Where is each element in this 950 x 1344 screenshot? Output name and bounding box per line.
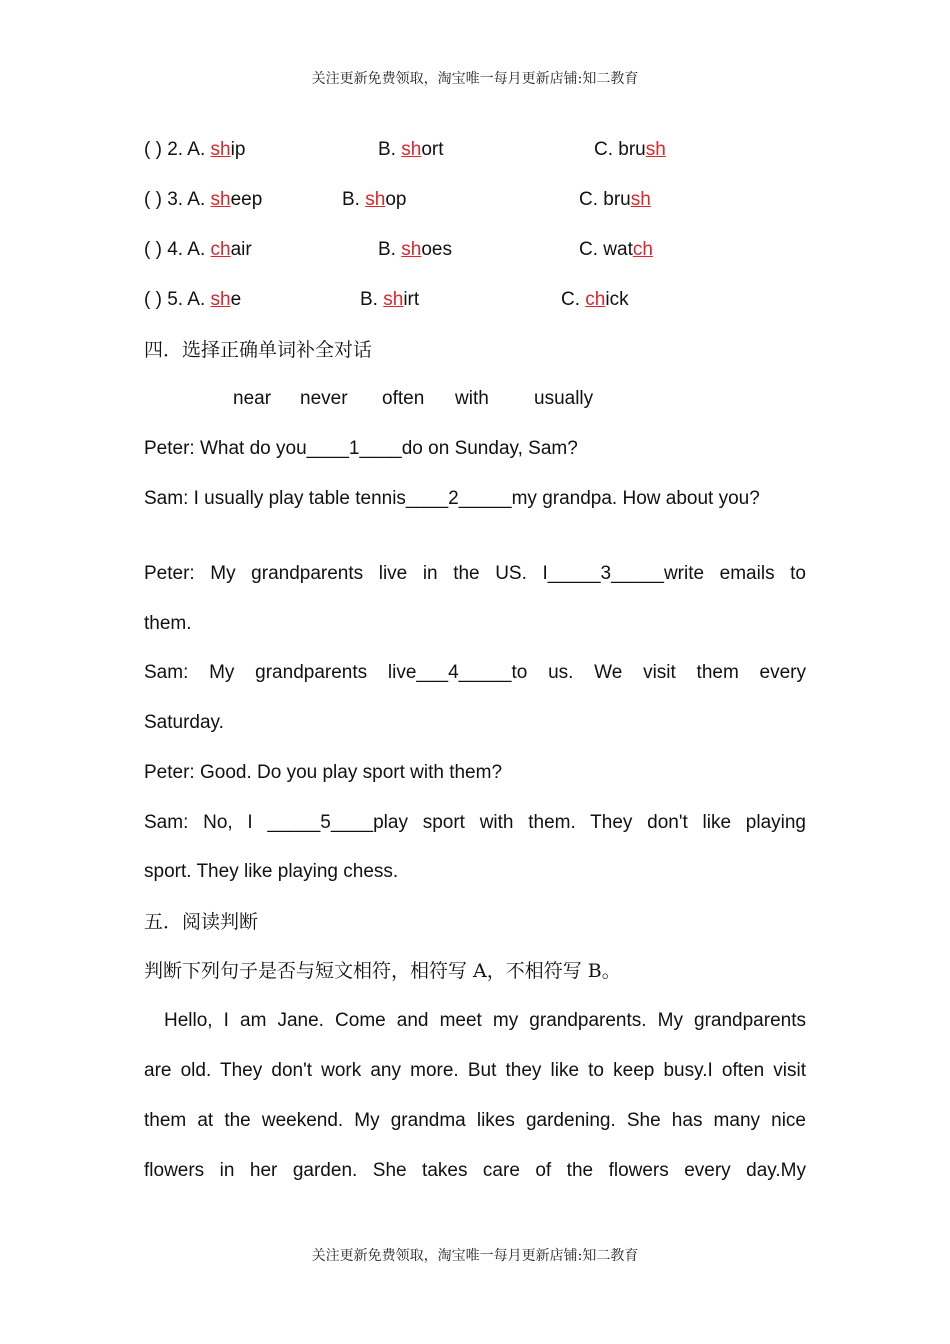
option-rest: ort xyxy=(421,139,444,160)
section-4-title: 四．选择正确单词补全对话 xyxy=(144,339,373,361)
highlight: sh xyxy=(210,189,231,210)
highlight: ch xyxy=(632,239,653,260)
option-rest: op xyxy=(385,189,407,210)
passage-line: are old. They don't work any more. But they like to keep busy.I often visit xyxy=(144,1060,806,1081)
option-b-label: B. xyxy=(360,289,384,310)
option-c-label: C. bru xyxy=(594,139,646,160)
option-c-label: C. xyxy=(561,289,586,310)
option-rest: oes xyxy=(421,239,452,260)
word-bank-item: often xyxy=(382,388,425,409)
option-rest: irt xyxy=(403,289,420,310)
highlight: sh xyxy=(630,189,651,210)
word-bank-item: usually xyxy=(534,388,594,409)
dialogue-line: them. xyxy=(144,613,192,634)
highlight: sh xyxy=(365,189,386,210)
word-bank-item: with xyxy=(455,388,489,409)
passage-line: them at the weekend. My grandma likes gardening. She has many nice xyxy=(144,1110,806,1131)
question-prefix: ( ) 2. A. xyxy=(144,139,211,160)
highlight: ch xyxy=(210,239,231,260)
option-rest: air xyxy=(230,239,252,260)
option-rest: eep xyxy=(230,189,263,210)
option-rest: e xyxy=(230,289,242,310)
question-prefix: ( ) 3. A. xyxy=(144,189,211,210)
highlight: sh xyxy=(210,289,231,310)
option-b-label: B. xyxy=(342,189,366,210)
question-prefix: ( ) 4. A. xyxy=(144,239,211,260)
dialogue-line: Peter: My grandparents live in the US. I_____3_____write emails to xyxy=(144,563,806,584)
option-b-label: B. xyxy=(378,139,402,160)
dialogue-line: sport. They like playing chess. xyxy=(144,861,399,882)
passage-line: Hello, I am Jane. Come and meet my grandparents. My grandparents xyxy=(164,1010,806,1031)
dialogue-line: Saturday. xyxy=(144,712,224,733)
page-header: 关注更新免费领取，淘宝唯一每月更新店铺:知二教育 xyxy=(311,71,639,87)
highlight: sh xyxy=(210,139,231,160)
dialogue-line: Sam: My grandparents live___4_____to us. We visit them every xyxy=(144,662,806,683)
highlight: ch xyxy=(585,289,606,310)
word-bank-item: never xyxy=(300,388,348,409)
passage-line: flowers in her garden. She takes care of the flowers every day.My xyxy=(144,1160,806,1181)
section-5-title: 五．阅读判断 xyxy=(144,911,259,933)
highlight: sh xyxy=(401,139,422,160)
word-bank-item: near xyxy=(233,388,272,409)
section-5-instruction: 判断下列句子是否与短文相符，相符写 A，不相符写 B。 xyxy=(144,960,621,982)
option-b-label: B. xyxy=(378,239,402,260)
highlight: sh xyxy=(383,289,404,310)
option-rest: ick xyxy=(605,289,629,310)
option-c-label: C. bru xyxy=(579,189,631,210)
option-c-label: C. wat xyxy=(579,239,633,260)
dialogue-line: Sam: No, I _____5____play sport with them. They don't like playing xyxy=(144,812,806,833)
option-rest: ip xyxy=(230,139,246,160)
highlight: sh xyxy=(645,139,666,160)
dialogue-line: Peter: Good. Do you play sport with them? xyxy=(144,762,503,783)
dialogue-line: Sam: I usually play table tennis____2_____my grandpa. How about you? xyxy=(144,488,760,509)
page-footer: 关注更新免费领取，淘宝唯一每月更新店铺:知二教育 xyxy=(311,1248,639,1264)
dialogue-line: Peter: What do you____1____do on Sunday, Sam? xyxy=(144,438,578,459)
highlight: sh xyxy=(401,239,422,260)
question-prefix: ( ) 5. A. xyxy=(144,289,211,310)
